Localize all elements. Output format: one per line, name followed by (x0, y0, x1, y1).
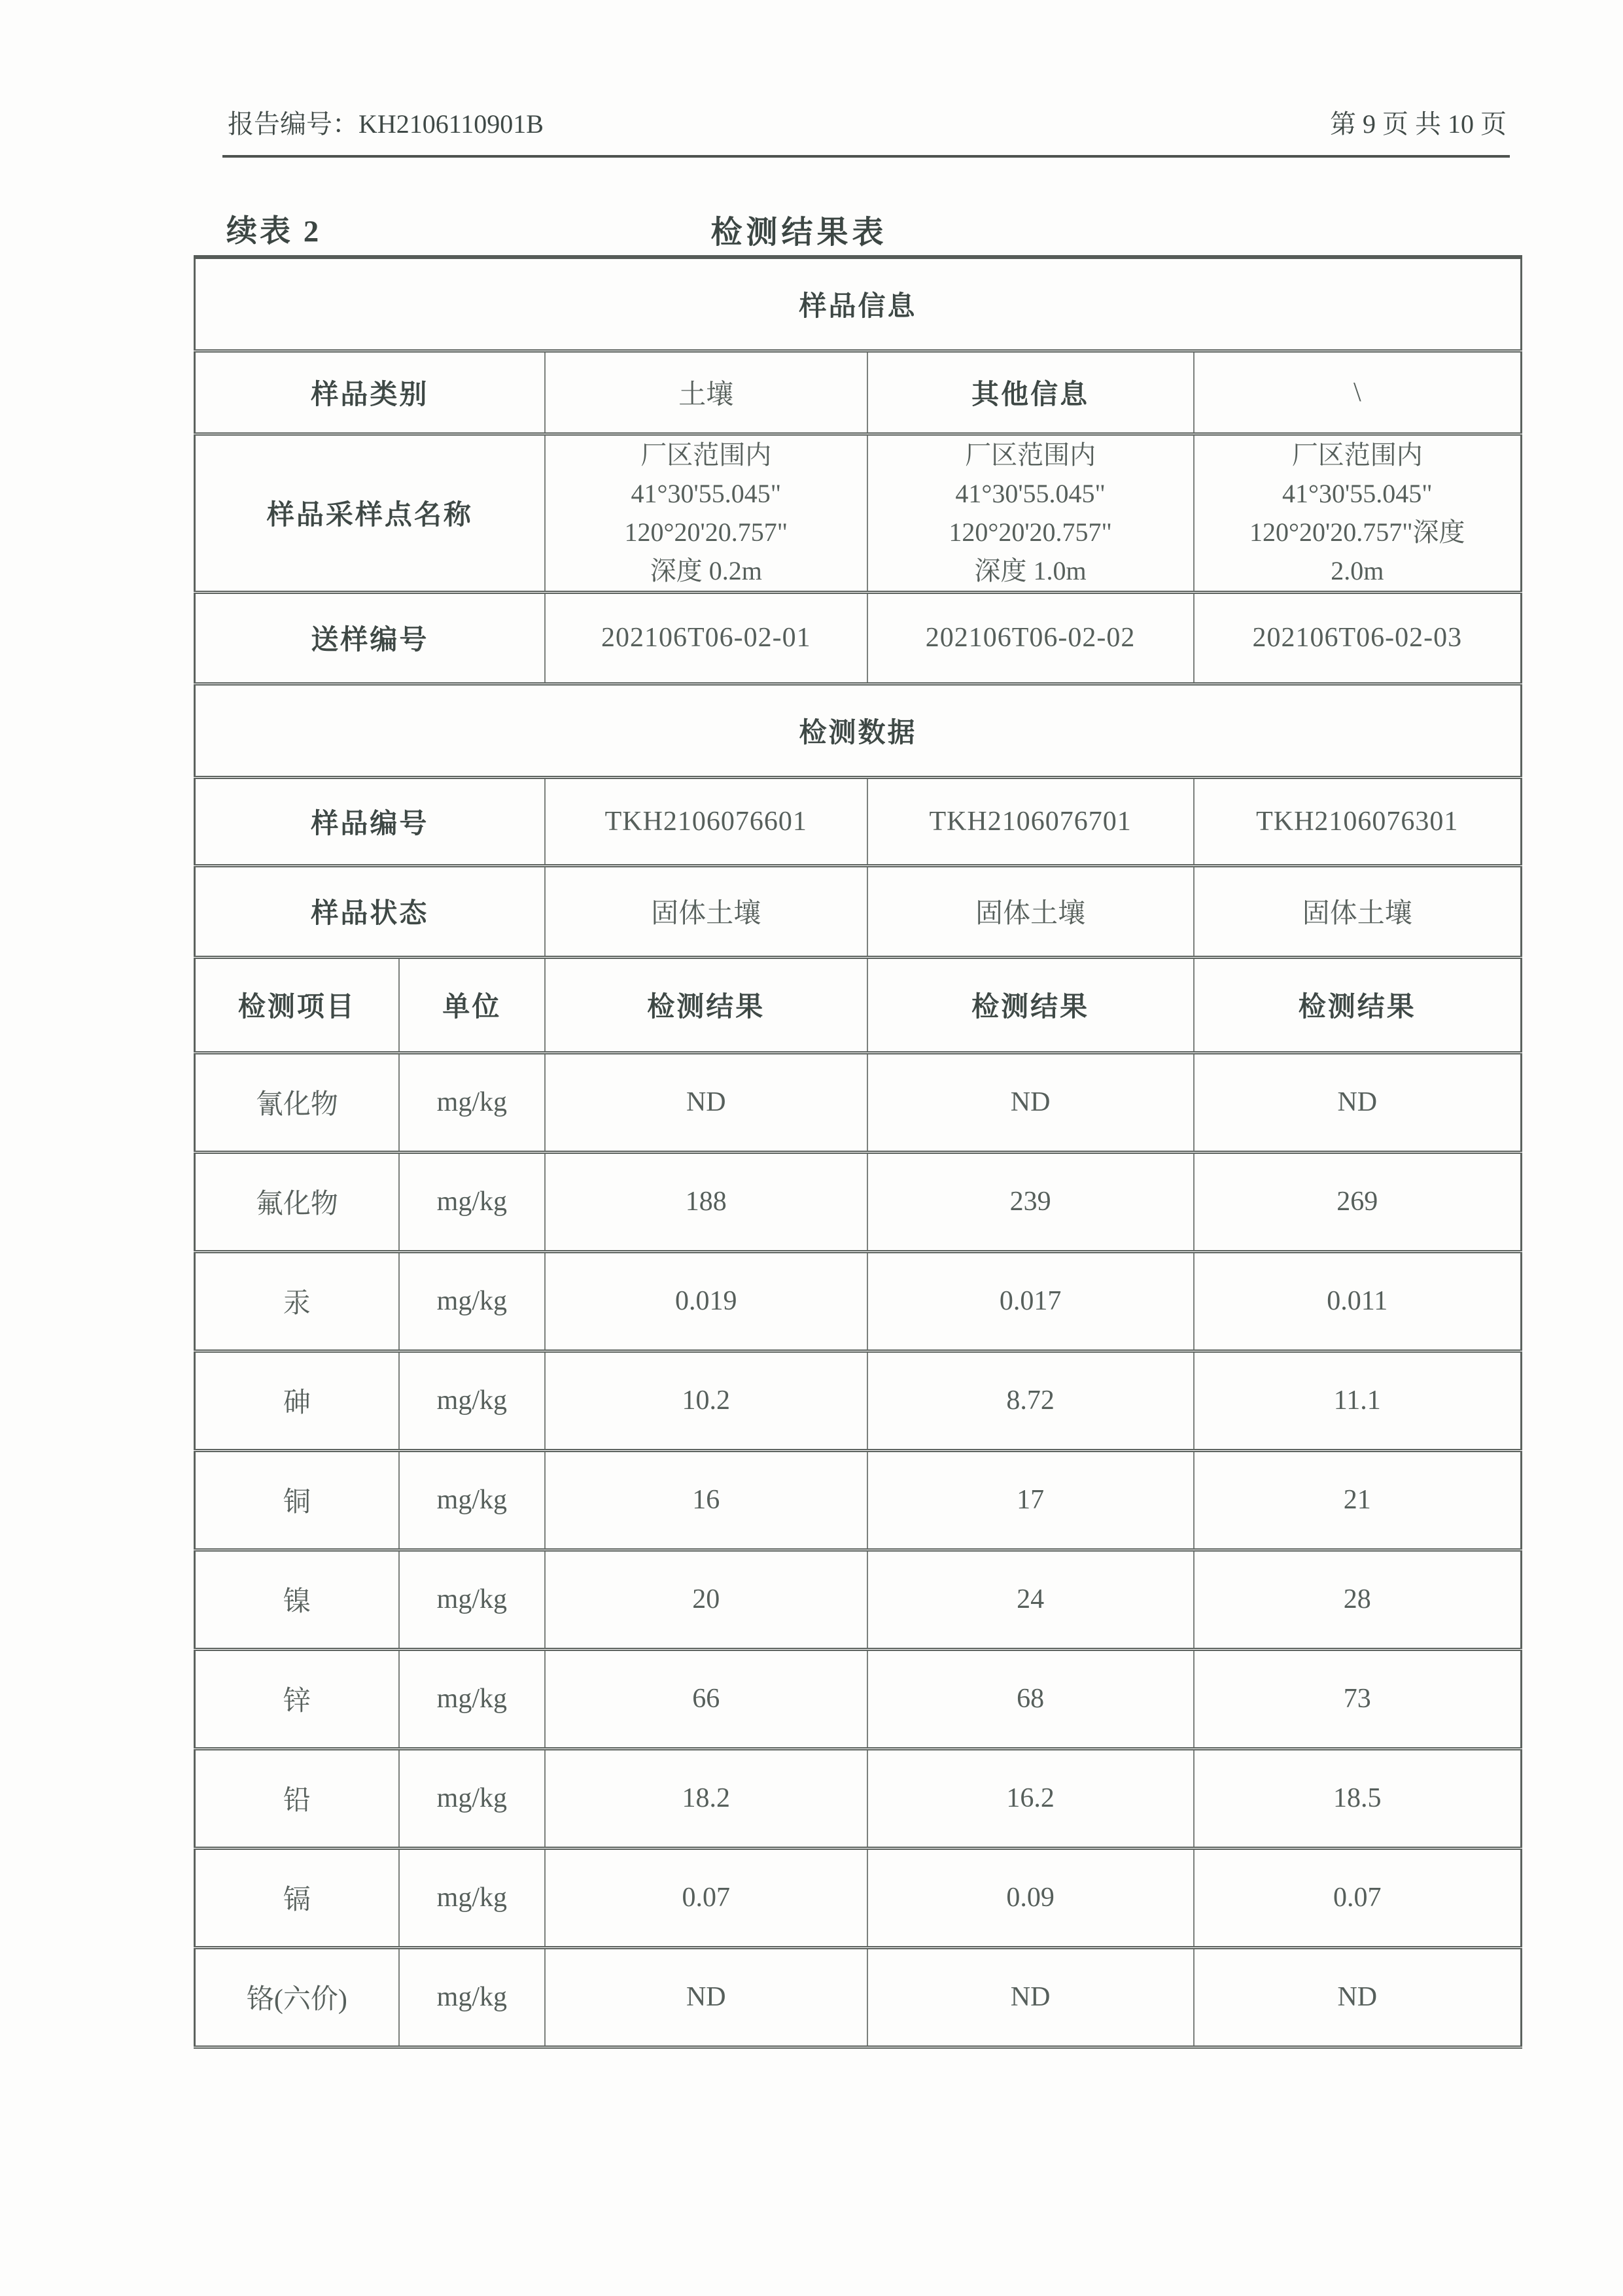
item-name: 汞 (195, 1251, 399, 1351)
sample-no-1: TKH2106076601 (545, 777, 867, 865)
result-3: 0.011 (1194, 1251, 1522, 1351)
item-unit: mg/kg (399, 1947, 545, 2047)
item-unit: mg/kg (399, 1152, 545, 1251)
result-3: 73 (1194, 1649, 1522, 1748)
item-name: 氟化物 (195, 1152, 399, 1251)
item-name: 铅 (195, 1748, 399, 1848)
result-2: ND (867, 1052, 1194, 1152)
delivery-no-1: 202106T06-02-01 (545, 592, 867, 684)
sample-no-label: 样品编号 (195, 777, 545, 865)
result-row-copper (195, 1450, 1522, 1550)
col-header-unit: 单位 (399, 957, 545, 1052)
item-unit: mg/kg (399, 1748, 545, 1848)
result-2: 0.09 (867, 1848, 1194, 1947)
result-1: 0.019 (545, 1251, 867, 1351)
item-name: 镉 (195, 1848, 399, 1947)
delivery-no-label: 送样编号 (195, 592, 545, 684)
sample-state-2: 固体土壤 (867, 865, 1194, 957)
sample-category-row (195, 351, 1522, 434)
result-row-arsenic (195, 1351, 1522, 1450)
result-1: 0.07 (545, 1848, 867, 1947)
sample-no-3: TKH2106076301 (1194, 777, 1522, 865)
result-1: ND (545, 1947, 867, 2047)
col-header-result-2: 检测结果 (867, 957, 1194, 1052)
result-3: ND (1194, 1052, 1522, 1152)
result-3: 269 (1194, 1152, 1522, 1251)
sampling-point-3: 厂区范围内 41°30'55.045" 120°20'20.757"深度 2.0m (1194, 434, 1522, 592)
other-info-label: 其他信息 (867, 351, 1194, 434)
result-3: ND (1194, 1947, 1522, 2047)
sample-state-label: 样品状态 (195, 865, 545, 957)
item-name: 铬(六价) (195, 1947, 399, 2047)
result-2: 24 (867, 1550, 1194, 1649)
sample-state-row (195, 865, 1522, 957)
result-row-nickel (195, 1550, 1522, 1649)
item-name: 锌 (195, 1649, 399, 1748)
col-header-result-3: 检测结果 (1194, 957, 1522, 1052)
item-unit: mg/kg (399, 1649, 545, 1748)
section-row-sample-info (195, 257, 1522, 351)
result-2: 0.017 (867, 1251, 1194, 1351)
result-1: 18.2 (545, 1748, 867, 1848)
result-2: 16.2 (867, 1748, 1194, 1848)
delivery-no-row (195, 592, 1522, 684)
test-data-section-title: 检测数据 (195, 684, 1522, 777)
result-3: 11.1 (1194, 1351, 1522, 1450)
result-1: 16 (545, 1450, 867, 1550)
report-number: 报告编号：KH2106110901B (228, 109, 544, 139)
sample-category-value: 土壤 (545, 351, 867, 434)
result-2: 17 (867, 1450, 1194, 1550)
col-header-item: 检测项目 (195, 957, 399, 1052)
item-unit: mg/kg (399, 1848, 545, 1947)
column-header-row (195, 957, 1522, 1052)
result-row-cyanide (195, 1052, 1522, 1152)
result-row-zinc (195, 1649, 1522, 1748)
result-row-cadmium (195, 1848, 1522, 1947)
result-1: 20 (545, 1550, 867, 1649)
sample-info-section-title: 样品信息 (195, 257, 1522, 351)
result-1: ND (545, 1052, 867, 1152)
header-divider (222, 155, 1510, 158)
result-2: ND (867, 1947, 1194, 2047)
result-2: 239 (867, 1152, 1194, 1251)
page-number: 第 9 页 共 10 页 (1330, 109, 1507, 139)
sample-state-3: 固体土壤 (1194, 865, 1522, 957)
sample-category-label: 样品类别 (195, 351, 545, 434)
sampling-point-label: 样品采样点名称 (195, 434, 545, 592)
col-header-result-1: 检测结果 (545, 957, 867, 1052)
delivery-no-3: 202106T06-02-03 (1194, 592, 1522, 684)
result-3: 28 (1194, 1550, 1522, 1649)
item-name: 砷 (195, 1351, 399, 1450)
item-unit: mg/kg (399, 1351, 545, 1450)
result-1: 10.2 (545, 1351, 867, 1450)
result-2: 68 (867, 1649, 1194, 1748)
item-unit: mg/kg (399, 1550, 545, 1649)
result-row-mercury (195, 1251, 1522, 1351)
table-caption (194, 207, 1522, 252)
page-title: 检测结果表 (710, 215, 888, 250)
result-3: 18.5 (1194, 1748, 1522, 1848)
result-row-lead (195, 1748, 1522, 1848)
page-header (228, 103, 1507, 141)
other-info-value: \ (1194, 351, 1522, 434)
result-row-fluoride (195, 1152, 1522, 1251)
sampling-point-1: 厂区范围内 41°30'55.045" 120°20'20.757" 深度 0.2m (545, 434, 867, 592)
result-row-chromium-vi (195, 1947, 1522, 2047)
item-unit: mg/kg (399, 1450, 545, 1550)
continuation-label: 续表 2 (226, 215, 322, 249)
item-name: 铜 (195, 1450, 399, 1550)
sample-no-2: TKH2106076701 (867, 777, 1194, 865)
result-2: 8.72 (867, 1351, 1194, 1450)
sample-state-1: 固体土壤 (545, 865, 867, 957)
delivery-no-2: 202106T06-02-02 (867, 592, 1194, 684)
item-name: 氰化物 (195, 1052, 399, 1152)
result-1: 188 (545, 1152, 867, 1251)
item-unit: mg/kg (399, 1251, 545, 1351)
sample-no-row (195, 777, 1522, 865)
item-unit: mg/kg (399, 1052, 545, 1152)
result-3: 0.07 (1194, 1848, 1522, 1947)
sampling-point-2: 厂区范围内 41°30'55.045" 120°20'20.757" 深度 1.0m (867, 434, 1194, 592)
result-3: 21 (1194, 1450, 1522, 1550)
results-table (194, 255, 1522, 2049)
item-name: 镍 (195, 1550, 399, 1649)
result-1: 66 (545, 1649, 867, 1748)
section-row-test-data (195, 684, 1522, 777)
sampling-point-row (195, 434, 1522, 592)
